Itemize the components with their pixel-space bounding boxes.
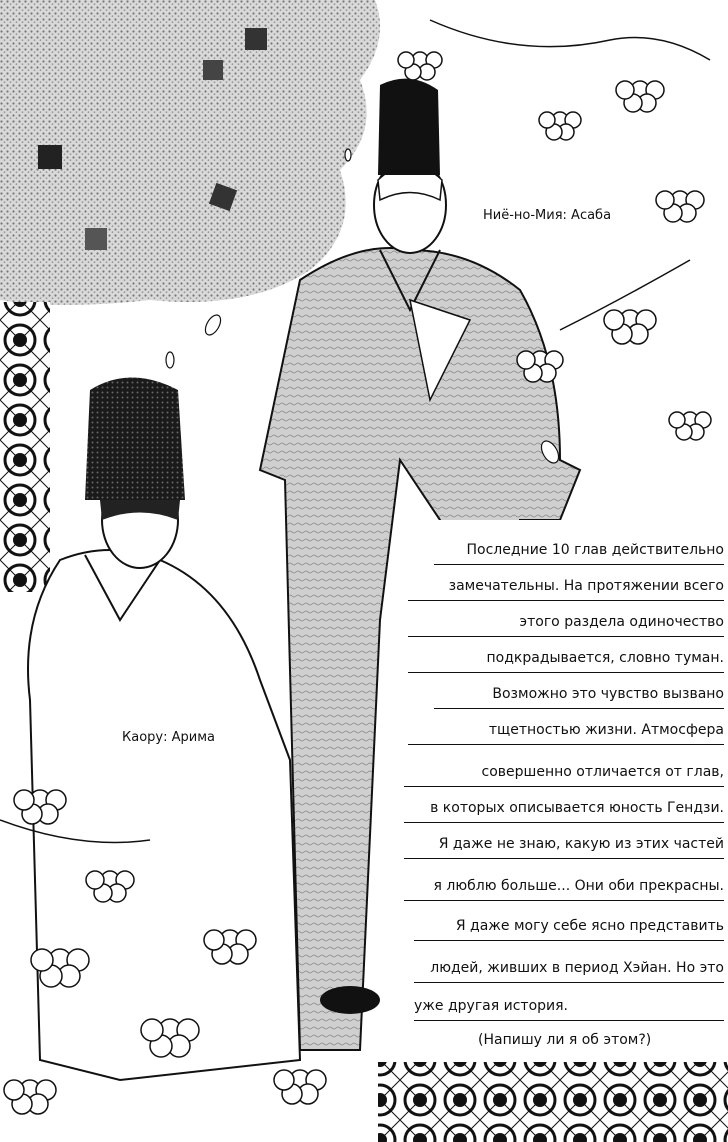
text-line: уже другая история. — [414, 998, 568, 1014]
text-line: я люблю больше... Они оби прекрасны. — [433, 878, 724, 894]
character-caption-kaoru: Каору: Арима — [122, 730, 215, 745]
text-line: Я даже могу себе ясно представить — [455, 918, 724, 934]
text-line: в которых описывается юность Гендзи. — [430, 800, 724, 816]
text-line: Возможно это чувство вызвано — [492, 686, 724, 702]
text-line: этого раздела одиночество — [519, 614, 724, 630]
text-line: людей, живших в период Хэйан. Но это — [430, 960, 724, 976]
text-line: подкрадывается, словно туман. — [486, 650, 724, 666]
ornament-border-left — [0, 302, 50, 592]
text-line: Последние 10 глав действительно — [466, 542, 724, 558]
character-caption-niou: Ниё-но-Мия: Асаба — [483, 208, 612, 223]
text-line: тщетностью жизни. Атмосфера — [488, 722, 724, 738]
afterword-text-panel — [404, 520, 724, 1062]
text-line: замечательны. На протяжении всего — [448, 578, 724, 594]
tree-canopy — [0, 0, 380, 305]
text-line: совершенно отличается от глав, — [481, 764, 724, 780]
text-line: (Напишу ли я об этом?) — [478, 1032, 652, 1048]
ornament-border-bottom — [378, 1062, 728, 1142]
text-line: Я даже не знаю, какую из этих частей — [438, 836, 724, 852]
